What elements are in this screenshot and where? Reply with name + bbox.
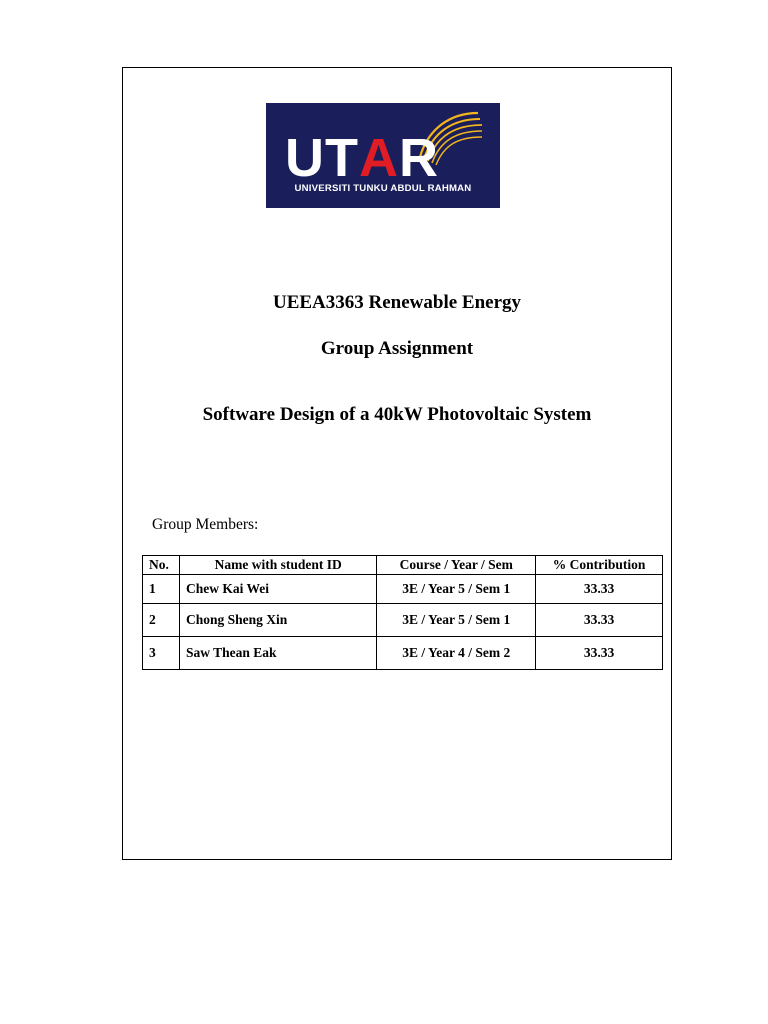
cell-course: 3E / Year 5 / Sem 1 (377, 575, 536, 604)
header-contribution: % Contribution (536, 556, 663, 575)
course-title: UEEA3363 Renewable Energy (272, 292, 522, 313)
cell-course: 3E / Year 5 / Sem 1 (377, 604, 536, 637)
logo-subtitle: UNIVERSITI TUNKU ABDUL RAHMAN (294, 183, 472, 194)
table-row (143, 575, 663, 604)
cell-course: 3E / Year 4 / Sem 2 (377, 637, 536, 670)
assignment-title: Group Assignment (320, 338, 474, 359)
cell-name: Chong Sheng Xin (179, 604, 377, 637)
utar-logo (266, 103, 500, 208)
cell-no: 3 (143, 637, 180, 670)
cell-contribution: 33.33 (536, 575, 663, 604)
members-table (142, 555, 663, 670)
cell-no: 1 (143, 575, 180, 604)
table-header-row (143, 556, 663, 575)
cell-no: 2 (143, 604, 180, 637)
header-name: Name with student ID (179, 556, 377, 575)
logo-letter-r: R (399, 128, 439, 188)
header-course: Course / Year / Sem (377, 556, 536, 575)
group-members-label: Group Members: (152, 516, 259, 533)
table-row (143, 637, 663, 670)
cell-name: Saw Thean Eak (179, 637, 377, 670)
cell-name: Chew Kai Wei (179, 575, 377, 604)
header-no: No. (143, 556, 180, 575)
logo-wordmark (285, 128, 439, 188)
logo-letter-u: U (285, 128, 325, 188)
cell-contribution: 33.33 (536, 604, 663, 637)
table-row (143, 604, 663, 637)
cell-contribution: 33.33 (536, 637, 663, 670)
logo-letter-t: T (325, 128, 359, 188)
project-title: Software Design of a 40kW Photovoltaic System (202, 404, 592, 425)
logo-letter-a: A (359, 128, 399, 188)
